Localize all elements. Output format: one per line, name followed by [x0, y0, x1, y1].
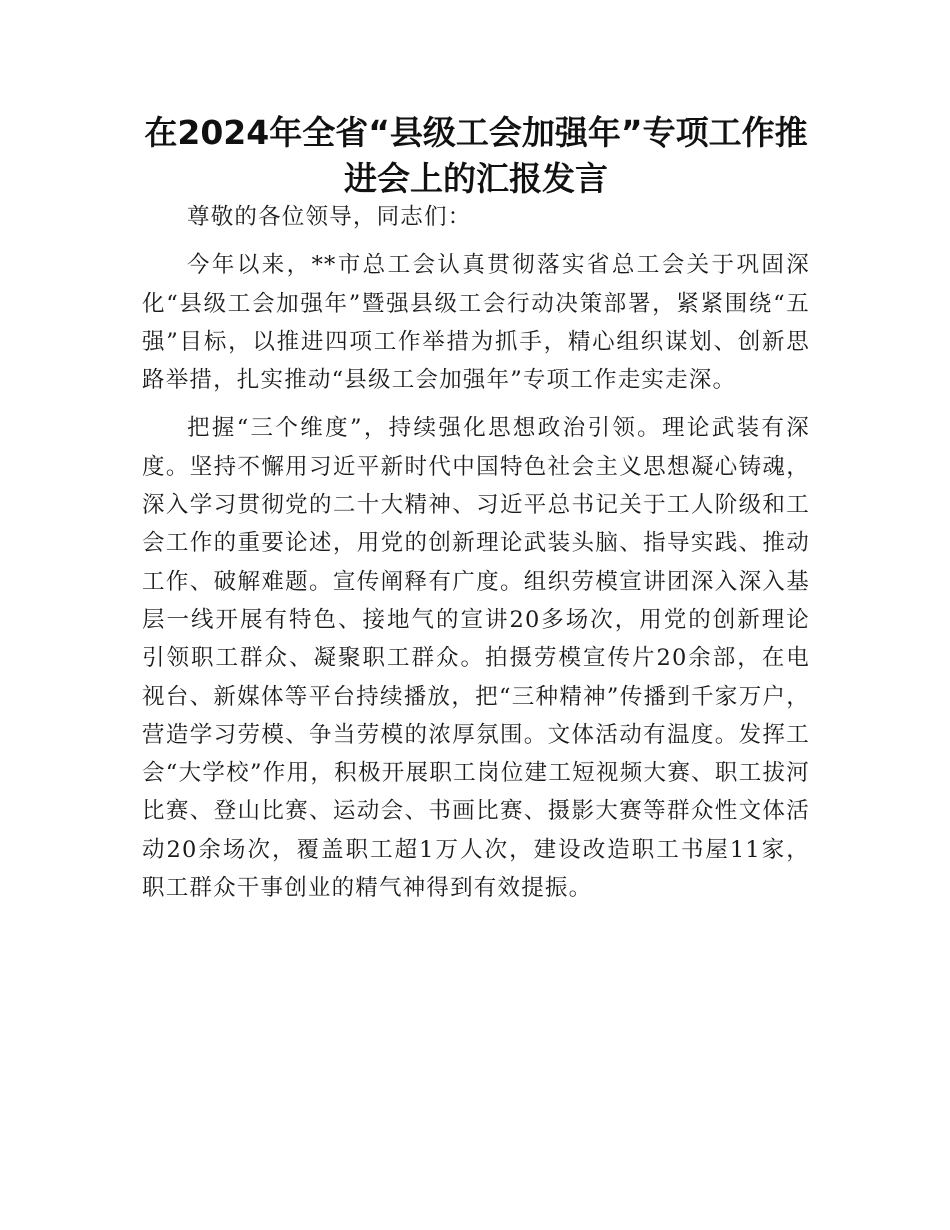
- document-title: 在2024年全省“县级工会加强年”专项工作推进会上的汇报发言: [144, 113, 808, 198]
- paragraph-ideology: 把握“三个维度”，持续强化思想政治引领。理论武装有深度。坚持不懈用习近平新时代中国特色社会主义思想凝心铸魂，深入学习贯彻党的二十大精神、习近平总书记关于工人阶级和工会工作的重要论述，用党的创新理论武装头脑、指导实践、推动工作、破解难题。宣传阐释有广度。组织劳模宣讲团深入深入基层一线开展有特色、接地气的宣讲20多场次，用党的创新理论引领职工群众、凝聚职工群众。拍摄劳模宣传片20余部，在电视台、新媒体等平台持续播放，把“三种精神”传播到千家万户，营造学习劳模、争当劳模的浓厚氛围。文体活动有温度。发挥工会“大学校”作用，积极开展职工岗位建工短视频大赛、职工拔河比赛、登山比赛、运动会、书画比赛、摄影大赛等群众性文体活动20余场次，覆盖职工超1万人次，建设改造职工书屋11家，职工群众干事创业的精气神得到有效提振。: [142, 415, 810, 902]
- document-body: [142, 198, 810, 917]
- salutation: 尊敬的各位领导，同志们：: [187, 204, 472, 230]
- paragraph-intro: 今年以来，**市总工会认真贯彻落实省总工会关于巩固深化“县级工会加强年”暨强县级工会行动决策部署，紧紧围绕“五强”目标，以推进四项工作举措为抓手，精心组织谋划、创新思路举措，扎实推动“县级工会加强年”专项工作走实走深。: [142, 252, 810, 394]
